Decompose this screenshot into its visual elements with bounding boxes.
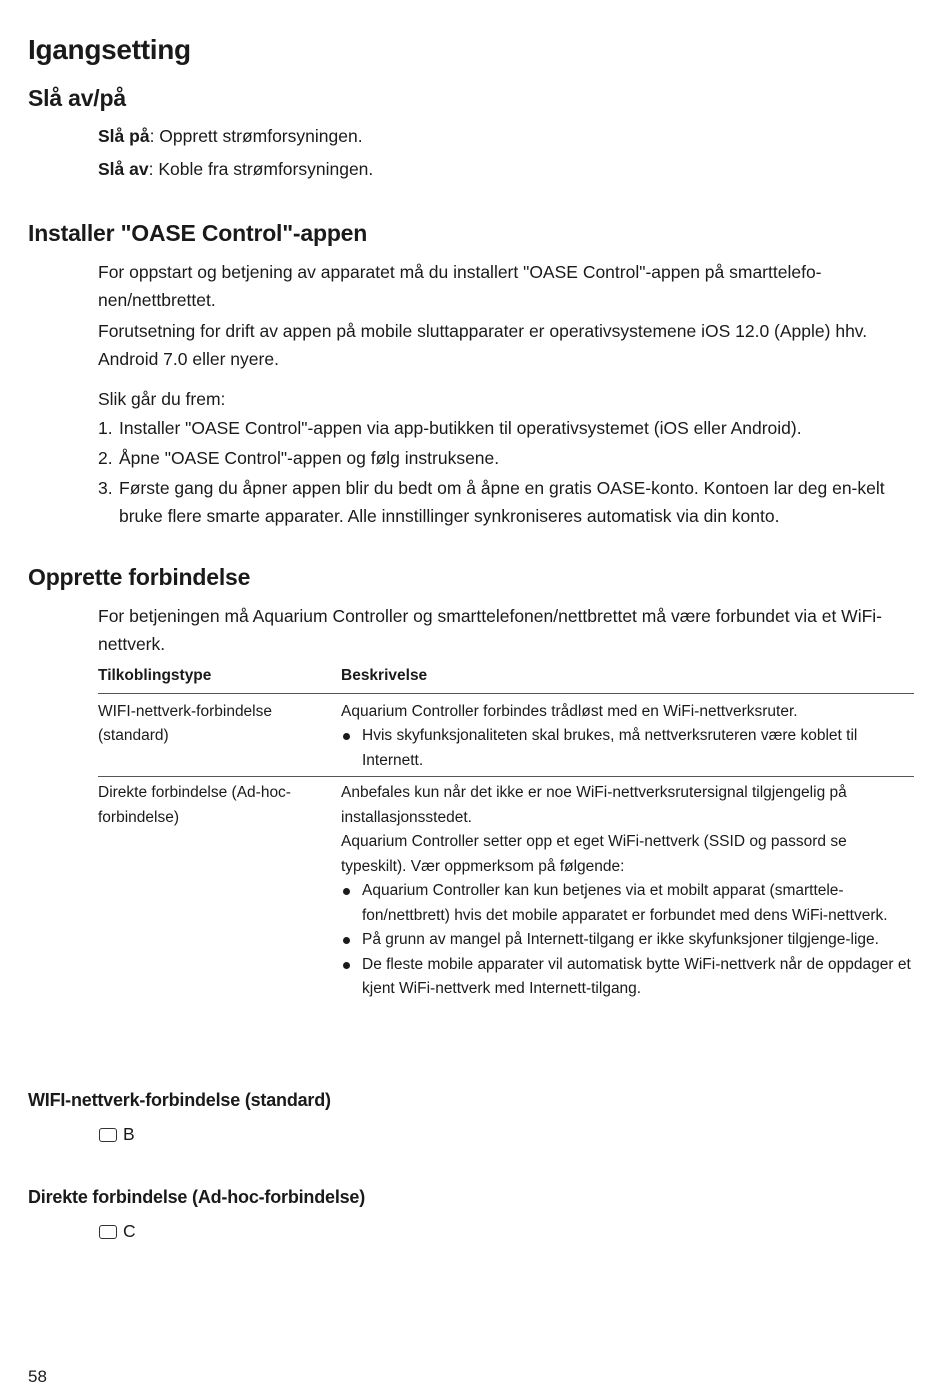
section-heading-adhoc: Direkte forbindelse (Ad-hoc-forbindelse) [28, 1187, 366, 1207]
list-item: Hvis skyfunksjonaliteten skal brukes, må nettverksruteren være koblet til Internett. [341, 724, 914, 773]
power-on-line [98, 122, 363, 150]
list-item [98, 414, 913, 442]
section-heading-connect: Opprette forbindelse [28, 564, 251, 590]
step-number: 1. [98, 418, 113, 438]
step-number: 2. [98, 448, 113, 468]
column-header-type: Tilkoblingstype [98, 662, 341, 693]
connection-table [98, 662, 914, 1005]
step-text: Installer "OASE Control"-appen via app-butikken til operativsystemet (iOS eller Android). [119, 418, 802, 438]
app-steps-intro: Slik går du frem: [98, 389, 226, 409]
cell-description [341, 777, 914, 1005]
figure-label: C [123, 1221, 136, 1241]
page-title: Igangsetting [28, 34, 191, 65]
list-item: De fleste mobile apparater vil automatisk bytte WiFi-nettverk når de oppdager et kjent WiFi-nettverk med Internett-tilgang. [341, 953, 914, 1002]
step-text: Første gang du åpner appen blir du bedt om å åpne en gratis OASE-konto. Kontoen lar deg en-kelt bruke flere smarte apparater. Alle innstillinger synkroniseres automatisk via din konto. [119, 478, 885, 526]
list-item: Aquarium Controller kan kun betjenes via et mobilt apparat (smarttele-fon/nettbrett) hvis det mobile apparatet er forbundet med dens WiFi-nettverk. [341, 879, 914, 928]
list-item: På grunn av mangel på Internett-tilgang er ikke skyfunksjoner tilgjenge-lige. [341, 928, 914, 953]
step-text: Åpne "OASE Control"-appen og følg instruksene. [119, 448, 500, 468]
page-number: 58 [28, 1367, 47, 1386]
section-heading-app: Installer "OASE Control"-appen [28, 220, 368, 246]
table-header-row [98, 662, 914, 693]
step-number: 3. [98, 478, 113, 498]
table-row [98, 693, 914, 777]
description-text: Aquarium Controller forbindes trådløst med en WiFi-nettverksruter. [341, 702, 798, 720]
power-on-label: Slå på [98, 126, 150, 146]
column-header-description: Beskrivelse [341, 662, 914, 693]
image-icon [99, 1128, 117, 1142]
bullet-list [341, 879, 914, 1002]
app-paragraph-2: Forutsetning for drift av appen på mobile sluttapparater er operativsystemene iOS 12.0 (Apple) hhv. Android 7.0 eller nyere. [98, 321, 868, 369]
figure-label: B [123, 1124, 135, 1144]
list-item [98, 474, 913, 530]
app-paragraph-1: For oppstart og betjening av apparatet må du installert "OASE Control"-appen på smarttelefo-nen/nettbrettet. [98, 262, 822, 310]
image-icon [99, 1225, 117, 1239]
cell-description [341, 693, 914, 777]
description-text: Aquarium Controller setter opp et eget WiFi-nettverk (SSID og passord se typeskilt). Vær oppmerksom på følgende: [341, 833, 847, 875]
table-row [98, 777, 914, 1005]
description-text: Anbefales kun når det ikke er noe WiFi-nettverksrutersignal tilgjengelig på installasjonsstedet. [341, 784, 847, 826]
power-off-text: : Koble fra strømforsyningen. [148, 159, 374, 179]
section-heading-power: Slå av/på [28, 85, 126, 111]
section-heading-wifi: WIFI-nettverk-forbindelse (standard) [28, 1090, 331, 1110]
power-off-line [98, 155, 373, 183]
cell-connection-type: WIFI-nettverk-forbindelse (standard) [98, 693, 341, 777]
connect-paragraph: For betjeningen må Aquarium Controller og smarttelefonen/nettbrettet må være forbundet via et WiFi-nettverk. [98, 606, 882, 654]
app-steps-list [98, 414, 913, 532]
cell-connection-type: Direkte forbindelse (Ad-hoc-forbindelse) [98, 784, 291, 826]
power-on-text: : Opprett strømforsyningen. [149, 126, 363, 146]
power-off-label: Slå av [98, 159, 149, 179]
figure-reference-adhoc [99, 1221, 136, 1242]
bullet-list [341, 724, 914, 773]
list-item [98, 444, 913, 472]
figure-reference-wifi [99, 1124, 135, 1145]
